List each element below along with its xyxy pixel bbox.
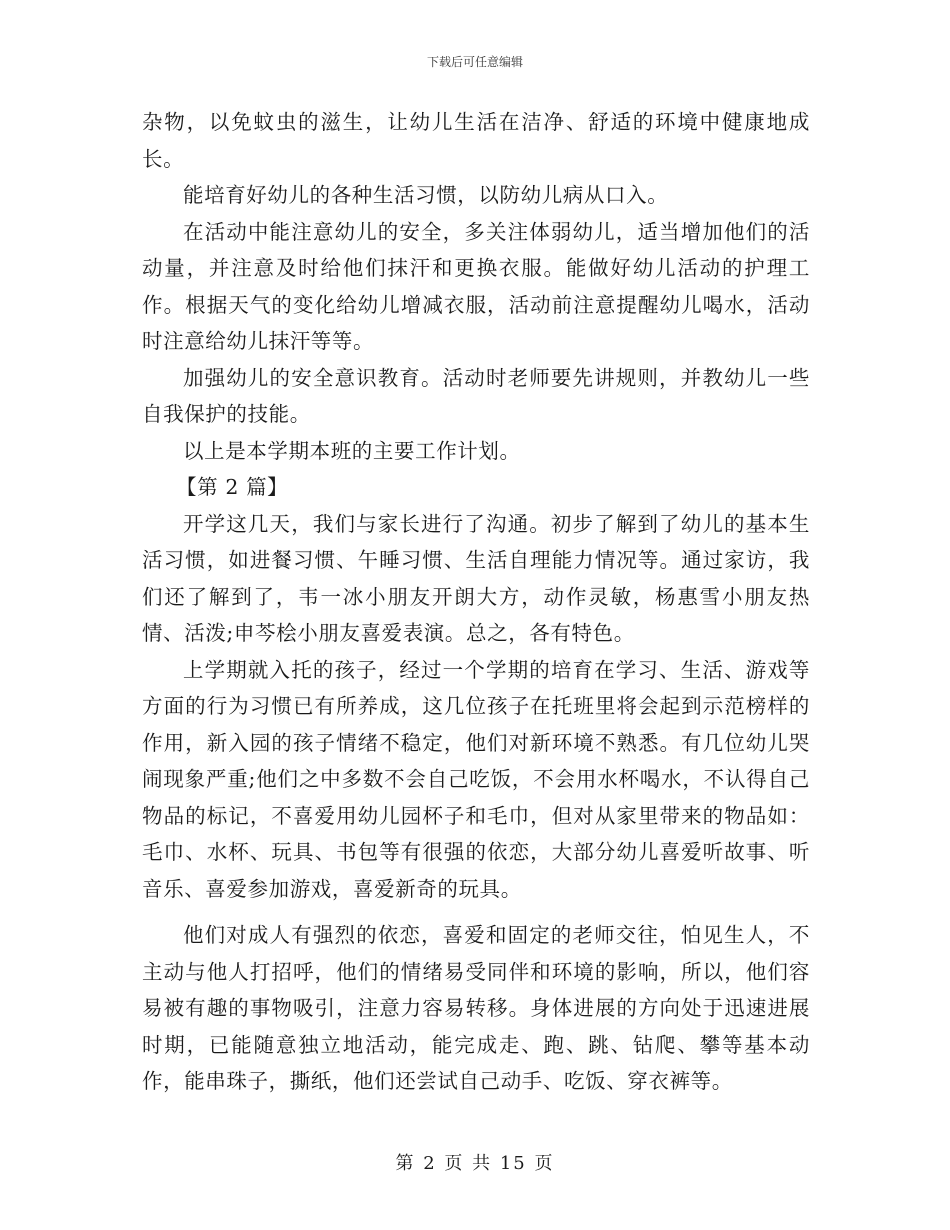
- paragraph-returning-children: 上学期就入托的孩子，经过一个学期的培育在学习、生活、游戏等方面的行为习惯已有所养成，这几位孩子在托班里将会起到示范榜样的作用，新入园的孩子情绪不稳定，他们对新环境不熟悉。有几位幼儿哭闹现象严重;他们之中多数不会自己吃饭，不会用水杯喝水，不认得自己物品的标记，不喜爱用幼儿园杯子和毛巾，但对从家里带来的物品如：毛巾、水杯、玩具、书包等有很强的依恋，大部分幼儿喜爱听故事、听音乐、喜爱参加游戏，喜爱新奇的玩具。: [142, 657, 810, 901]
- paragraph-plan-summary: 以上是本学期本班的主要工作计划。: [183, 438, 521, 463]
- document-body: [142, 104, 810, 1100]
- paragraph-attachment: 他们对成人有强烈的依恋，喜爱和固定的老师交往，怕见生人，不主动与他人打招呼，他们的情绪易受同伴和环境的影响，所以，他们容易被有趣的事物吸引，注意力容易转移。身体进展的方向处于迅速进展时期，已能随意独立地活动，能完成走、跑、跳、钻爬、攀等基本动作，能串珠子，撕纸，他们还尝试自己动手、吃饭、穿衣裤等。: [142, 923, 810, 1093]
- paragraph-safety-education: 加强幼儿的安全意识教育。活动时老师要先讲规则，并教幼儿一些自我保护的技能。: [142, 365, 810, 426]
- download-edit-note: 下载后可任意编辑: [426, 55, 523, 69]
- paragraph-habits: 能培育好幼儿的各种生活习惯，以防幼儿病从口入。: [183, 183, 669, 207]
- paragraph-parent-communication: 开学这几天，我们与家长进行了沟通。初步了解到了幼儿的基本生活习惯，如进餐习惯、午睡习惯、生活自理能力情况等。通过家访，我们还了解到了，韦一冰小朋友开朗大方，动作灵敏，杨惠雪小朋友热情、活泼;申芩桧小朋友喜爱表演。总之，各有特色。: [142, 511, 810, 645]
- page-header: [0, 54, 950, 70]
- section-heading: 【第 2 篇】: [176, 475, 289, 499]
- paragraph-safety-activity: 在活动中能注意幼儿的安全，多关注体弱幼儿，适当增加他们的活动量，并注意及时给他们抹汗和更换衣服。能做好幼儿活动的护理工作。根据天气的变化给幼儿增减衣服，活动前注意提醒幼儿喝水，活动时注意给幼儿抹汗等等。: [142, 219, 810, 353]
- page-number: 第 2 页 共 15 页: [395, 1153, 555, 1174]
- paragraph-continuation: 杂物，以免蚊虫的滋生，让幼儿生活在洁净、舒适的环境中健康地成长。: [142, 110, 810, 171]
- page-footer: [0, 1152, 950, 1176]
